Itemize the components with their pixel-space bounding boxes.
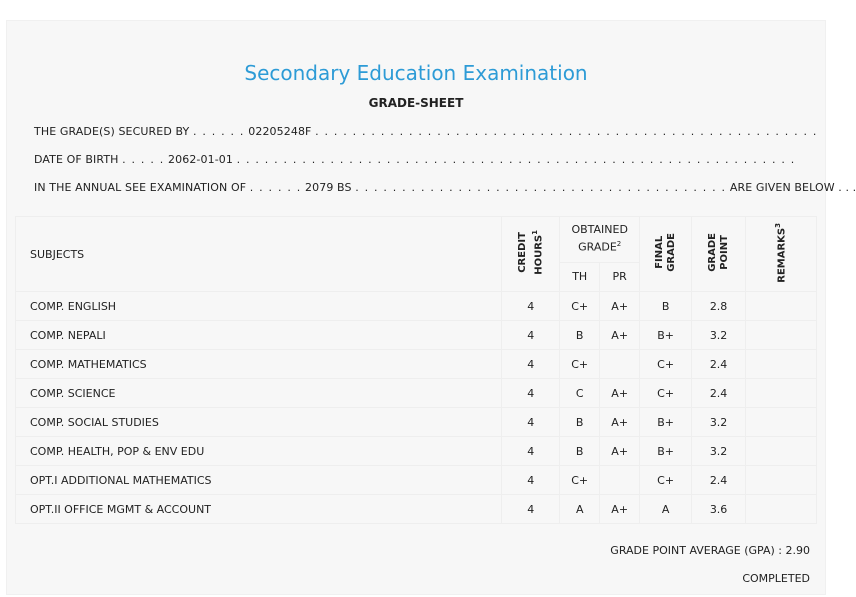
exam-title: Secondary Education Examination bbox=[244, 61, 588, 85]
grade-sheet-heading: GRADE-SHEET bbox=[368, 96, 464, 110]
grade-point-cell: 2.8 bbox=[692, 292, 746, 321]
grade-point-cell: 3.2 bbox=[692, 321, 746, 350]
th-grade-cell: B bbox=[560, 437, 600, 466]
grade-point-cell: 2.4 bbox=[692, 350, 746, 379]
pr-grade-cell: A+ bbox=[600, 321, 640, 350]
gpa-label: GRADE POINT AVERAGE (GPA) : bbox=[610, 544, 782, 557]
credit-cell: 4 bbox=[502, 292, 560, 321]
symbol-number: 02205248F bbox=[248, 125, 312, 138]
final-grade-cell: B bbox=[640, 292, 692, 321]
subject-cell: COMP. HEALTH, POP & ENV EDU bbox=[16, 437, 502, 466]
remarks-cell bbox=[746, 350, 817, 379]
th-grade-cell: C bbox=[560, 379, 600, 408]
pr-grade-cell: A+ bbox=[600, 292, 640, 321]
table-row bbox=[16, 379, 817, 408]
exam-label: IN THE ANNUAL SEE EXAMINATION OF bbox=[34, 181, 247, 194]
credit-cell: 4 bbox=[502, 437, 560, 466]
credit-hours-header: CREDIT HOURS$^1$ bbox=[502, 217, 560, 292]
subjects-header: SUBJECTS bbox=[16, 217, 502, 292]
credit-cell: 4 bbox=[502, 321, 560, 350]
final-grade-cell: A bbox=[640, 495, 692, 524]
table-row bbox=[16, 292, 817, 321]
pr-grade-cell bbox=[600, 466, 640, 495]
remarks-header: REMARKS$^3$ bbox=[746, 217, 817, 292]
grades-table bbox=[15, 216, 817, 524]
remarks-cell bbox=[746, 292, 817, 321]
final-grade-cell: C+ bbox=[640, 379, 692, 408]
remarks-cell bbox=[746, 408, 817, 437]
grade-point-cell: 3.6 bbox=[692, 495, 746, 524]
subject-cell: COMP. ENGLISH bbox=[16, 292, 502, 321]
th-grade-cell: A bbox=[560, 495, 600, 524]
credit-cell: 4 bbox=[502, 379, 560, 408]
table-row bbox=[16, 495, 817, 524]
pr-grade-cell: A+ bbox=[600, 437, 640, 466]
pr-header: PR bbox=[600, 262, 640, 291]
given-below-text: ARE GIVEN BELOW . . . bbox=[729, 181, 856, 194]
secured-by-label: THE GRADE(S) SECURED BY bbox=[34, 125, 190, 138]
dob-line: DATE OF BIRTH . . . . . 2062-01-01 . . . . . . . . . . . . . . . . . . . . . . . . . . . . . . . . . . . . . . . . . . . . . . . . . . . . . . . . . . . . bbox=[34, 153, 796, 166]
remarks-cell bbox=[746, 437, 817, 466]
dob-label: DATE OF BIRTH bbox=[34, 153, 119, 166]
dob-value: 2062-01-01 bbox=[168, 153, 233, 166]
exam-line: IN THE ANNUAL SEE EXAMINATION OF . . . . . . 2079 BS . . . . . . . . . . . . . . . . . . . . . . . . . . . . . . . . . . . . . . . . ARE GIVEN BELOW . . . bbox=[34, 181, 856, 194]
subject-cell: COMP. MATHEMATICS bbox=[16, 350, 502, 379]
secured-by-line: THE GRADE(S) SECURED BY . . . . . . 02205248F . . . . . . . . . . . . . . . . . . . . . . . . . . . . . . . . . . . . . . . . . . . . . . . . . . . . . . bbox=[34, 125, 818, 138]
grade-point-cell: 2.4 bbox=[692, 379, 746, 408]
final-grade-header: FINAL GRADE bbox=[640, 217, 692, 292]
final-grade-cell: B+ bbox=[640, 437, 692, 466]
table-row bbox=[16, 321, 817, 350]
subject-cell: COMP. SCIENCE bbox=[16, 379, 502, 408]
remarks-cell bbox=[746, 321, 817, 350]
final-grade-cell: B+ bbox=[640, 321, 692, 350]
grade-point-cell: 3.2 bbox=[692, 408, 746, 437]
grade-point-cell: 2.4 bbox=[692, 466, 746, 495]
final-grade-cell: C+ bbox=[640, 350, 692, 379]
obtained-grade-header: OBTAINED GRADE$^2$ bbox=[560, 217, 640, 263]
pr-grade-cell: A+ bbox=[600, 408, 640, 437]
th-grade-cell: C+ bbox=[560, 292, 600, 321]
th-grade-cell: C+ bbox=[560, 466, 600, 495]
gpa-line bbox=[610, 544, 810, 557]
subject-cell: COMP. SOCIAL STUDIES bbox=[16, 408, 502, 437]
pr-grade-cell bbox=[600, 350, 640, 379]
subject-cell: OPT.I ADDITIONAL MATHEMATICS bbox=[16, 466, 502, 495]
final-grade-cell: B+ bbox=[640, 408, 692, 437]
th-grade-cell: B bbox=[560, 408, 600, 437]
th-grade-cell: B bbox=[560, 321, 600, 350]
table-row bbox=[16, 350, 817, 379]
th-grade-cell: C+ bbox=[560, 350, 600, 379]
credit-cell: 4 bbox=[502, 495, 560, 524]
credit-cell: 4 bbox=[502, 466, 560, 495]
subject-cell: COMP. NEPALI bbox=[16, 321, 502, 350]
status-text: COMPLETED bbox=[742, 572, 810, 585]
table-row bbox=[16, 437, 817, 466]
subject-cell: OPT.II OFFICE MGMT & ACCOUNT bbox=[16, 495, 502, 524]
table-row bbox=[16, 408, 817, 437]
remarks-cell bbox=[746, 466, 817, 495]
remarks-cell bbox=[746, 379, 817, 408]
credit-cell: 4 bbox=[502, 350, 560, 379]
grade-point-header: GRADE POINT bbox=[692, 217, 746, 292]
gpa-value: 2.90 bbox=[785, 544, 810, 557]
pr-grade-cell: A+ bbox=[600, 379, 640, 408]
table-row bbox=[16, 466, 817, 495]
grade-sheet bbox=[6, 20, 856, 595]
pr-grade-cell: A+ bbox=[600, 495, 640, 524]
credit-cell: 4 bbox=[502, 408, 560, 437]
exam-year: 2079 BS bbox=[305, 181, 352, 194]
th-header: TH bbox=[560, 262, 600, 291]
final-grade-cell: C+ bbox=[640, 466, 692, 495]
grade-point-cell: 3.2 bbox=[692, 437, 746, 466]
remarks-cell bbox=[746, 495, 817, 524]
